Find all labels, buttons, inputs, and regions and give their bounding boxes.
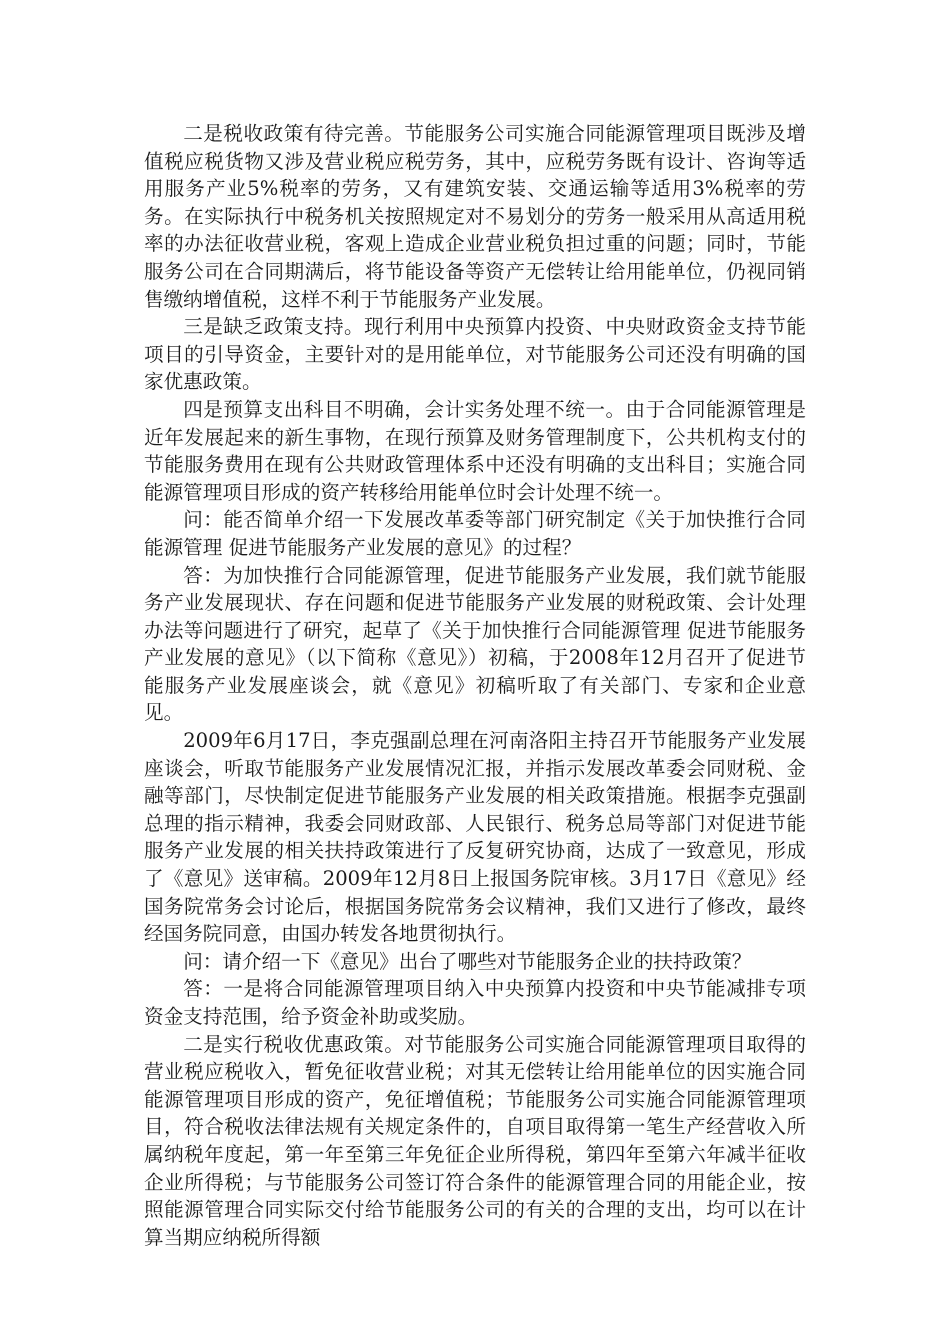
paragraph-answer-funding: 答：一是将合同能源管理项目纳入中央预算内投资和中央节能减排专项资金支持范围，给予资金补助或奖励。 xyxy=(144,977,806,1028)
paragraph-state-council-review: 2009年6月17日，李克强副总理在河南洛阳主持召开节能服务产业发展座谈会，听取节能服务产业发展情况汇报，并指示发展改革委会同财税、金融等部门，尽快制定促进节能服务产业发展的相关政策措施。根据李克强副总理的指示精神，我委会同财政部、人民银行、税务总局等部门对促进节能服务产业发展的相关扶持政策进行了反复研究协商，达成了一致意见，形成了《意见》送审稿。2009年12月8日上报国务院审核。3月17日《意见》经国务院常务会讨论后，根据国务院常务会议精神，我们又进行了修改，最终经国务院同意，由国办转发各地贯彻执行。 xyxy=(144,729,806,946)
paragraph-question-process: 问：能否简单介绍一下发展改革委等部门研究制定《关于加快推行合同能源管理 促进节能服务产业发展的意见》的过程？ xyxy=(144,508,806,559)
paragraph-budget-accounting: 四是预算支出科目不明确，会计实务处理不统一。由于合同能源管理是近年发展起来的新生事物，在现行预算及财务管理制度下，公共机构支付的节能服务费用在现有公共财政管理体系中还没有明确的支出科目；实施合同能源管理项目形成的资产转移给用能单位时会计处理不统一。 xyxy=(144,397,806,504)
paragraph-policy-support: 三是缺乏政策支持。现行利用中央预算内投资、中央财政资金支持节能项目的引导资金，主要针对的是用能单位，对节能服务公司还没有明确的国家优惠政策。 xyxy=(144,315,806,394)
paragraph-tax-incentives: 二是实行税收优惠政策。对节能服务公司实施合同能源管理项目取得的营业税应税收入，暂免征收营业税；对其无偿转让给用能单位的因实施合同能源管理项目形成的资产，免征增值税；节能服务公司实施合同能源管理项目，符合税收法律法规有关规定条件的，自项目取得第一笔生产经营收入所属纳税年度起，第一年至第三年免征企业所得税，第四年至第六年减半征收企业所得税；与节能服务公司签订符合条件的能源管理合同的用能企业，按照能源管理合同实际交付给节能服务公司的有关的合理的支出，均可以在计算当期应纳税所得额 xyxy=(144,1032,806,1249)
paragraph-tax-policy: 二是税收政策有待完善。节能服务公司实施合同能源管理项目既涉及增值税应税货物又涉及营业税应税劳务，其中，应税劳务既有设计、咨询等适用服务产业5%税率的劳务，又有建筑安装、交通运输等适用3%税率的劳务。在实际执行中税务机关按照规定对不易划分的劳务一般采用从高适用税率的办法征收营业税，客观上造成企业营业税负担过重的问题；同时，节能服务公司在合同期满后，将节能设备等资产无偿转让给用能单位，仍视同销售缴纳增值税，这样不利于节能服务产业发展。 xyxy=(144,122,806,311)
paragraph-answer-process: 答：为加快推行合同能源管理，促进节能服务产业发展，我们就节能服务产业发展现状、存在问题和促进节能服务产业发展的财税政策、会计处理办法等问题进行了研究，起草了《关于加快推行合同能源管理 促进节能服务产业发展的意见》（以下简称《意见》）初稿，于2008年12月召开了促进节能服务产业发展座谈会，就《意见》初稿听取了有关部门、专家和企业意见。 xyxy=(144,563,806,725)
document-body xyxy=(144,120,806,1251)
paragraph-question-support-policies: 问：请介绍一下《意见》出台了哪些对节能服务企业的扶持政策？ xyxy=(183,949,752,973)
